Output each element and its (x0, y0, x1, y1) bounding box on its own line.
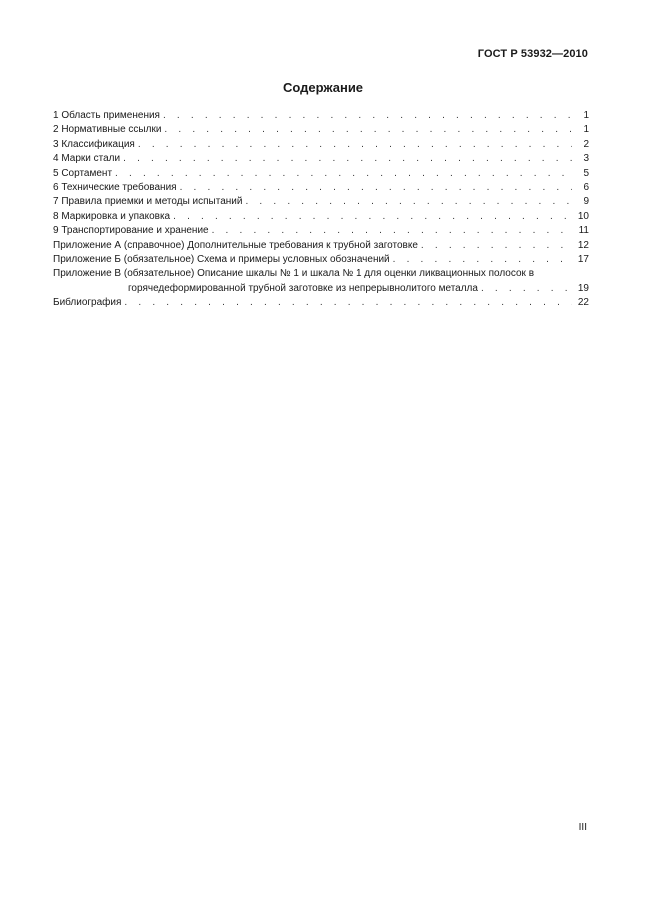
toc-entry-label: 1 Область применения (53, 109, 160, 121)
toc-entry-label: 2 Нормативные ссылки (53, 124, 162, 136)
toc-entry-page: 1 (583, 124, 589, 136)
toc-leader-dots (173, 210, 572, 224)
toc-leader-dots (124, 296, 572, 310)
toc-leader-dots (180, 181, 572, 195)
toc-entry-scope[interactable] (53, 109, 589, 123)
toc-entry-page: 19 (577, 282, 589, 294)
toc-entry-page: 10 (577, 210, 589, 222)
toc-entry-page: 12 (577, 239, 589, 251)
page-number: III (578, 822, 587, 833)
toc-leader-dots (123, 152, 572, 166)
toc-leader-dots (421, 239, 572, 253)
toc-entry-label: 9 Транспортирование и хранение (53, 225, 209, 237)
toc-entry-label-line1: Приложение В (обязательное) Описание шкалы № 1 и шкала № 1 для оценки ликвационных полосок в (53, 268, 535, 280)
toc-entry-steel-grades[interactable] (53, 152, 589, 166)
toc-entry-classification[interactable] (53, 138, 589, 152)
table-of-contents (53, 109, 589, 310)
toc-entry-acceptance-rules[interactable] (53, 195, 589, 209)
toc-entry-label: 4 Марки стали (53, 153, 121, 165)
toc-leader-dots (393, 253, 572, 267)
toc-entry-page: 5 (583, 167, 589, 179)
toc-entry-page: 17 (577, 253, 589, 265)
toc-entry-page: 22 (577, 297, 589, 309)
toc-entry-label-line2: горячедеформированной трубной заготовке из непрерывнолитого металла (128, 282, 478, 294)
toc-entry-page: 6 (583, 181, 589, 193)
toc-entry-page: 9 (583, 196, 589, 208)
toc-entry-label: 5 Сортамент (53, 167, 113, 179)
toc-leader-dots (245, 195, 572, 209)
toc-entry-technical-requirements[interactable] (53, 181, 589, 195)
toc-entry-page: 2 (583, 138, 589, 150)
standard-designation: ГОСТ Р 53932—2010 (477, 48, 588, 60)
toc-leader-dots (163, 109, 572, 123)
toc-entry-transport-storage[interactable] (53, 224, 589, 238)
toc-title: Содержание (282, 80, 364, 95)
toc-entry-page: 3 (583, 153, 589, 165)
toc-leader-dots (212, 224, 572, 238)
toc-entry-label: 8 Маркировка и упаковка (53, 210, 171, 222)
toc-entry-normative-references[interactable] (53, 123, 589, 137)
toc-leader-dots (481, 282, 572, 296)
toc-entry-label: Библиография (53, 297, 122, 309)
toc-entry-bibliography[interactable] (53, 296, 589, 310)
toc-entry-label: Приложение Б (обязательное) Схема и примеры условных обозначений (53, 253, 390, 265)
toc-entry-appendix-a[interactable] (53, 239, 589, 253)
toc-entry-page: 1 (583, 109, 589, 121)
toc-entry-line2 (53, 282, 589, 296)
toc-entry-assortment[interactable] (53, 167, 589, 181)
toc-entry-appendix-b[interactable] (53, 253, 589, 267)
toc-leader-dots (164, 123, 572, 137)
toc-entry-label: 6 Технические требования (53, 181, 177, 193)
toc-leader-dots (138, 138, 572, 152)
toc-entry-label: 7 Правила приемки и методы испытаний (53, 196, 243, 208)
toc-entry-marking-packaging[interactable] (53, 210, 589, 224)
toc-leader-dots (115, 167, 572, 181)
toc-entry-page: 11 (578, 225, 589, 237)
toc-entry-label: Приложение А (справочное) Дополнительные требования к трубной заготовке (53, 239, 418, 251)
toc-entry-appendix-v[interactable] (53, 267, 589, 296)
toc-entry-label: 3 Классификация (53, 138, 135, 150)
